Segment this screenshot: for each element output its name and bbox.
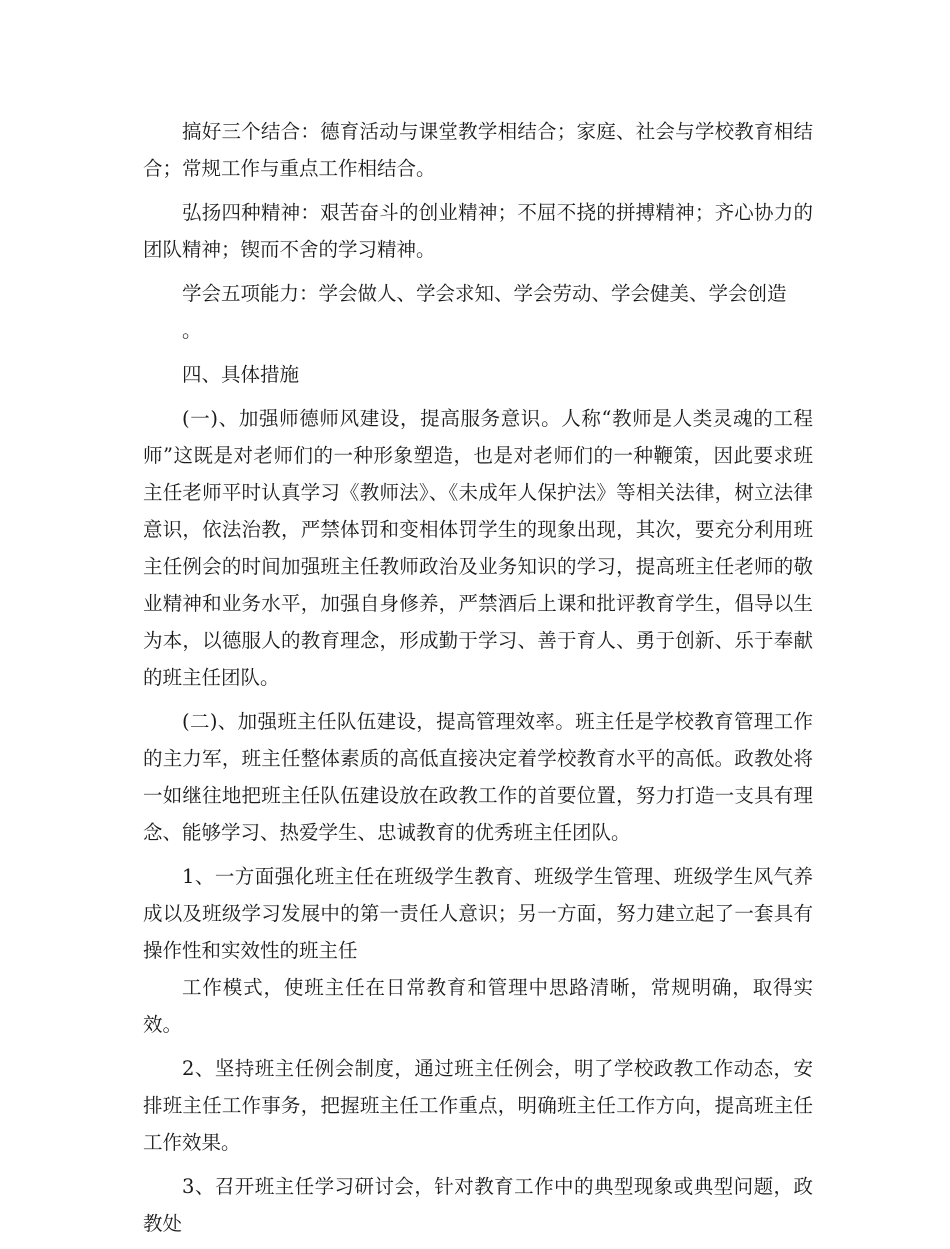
document-body [143, 113, 813, 1249]
paragraph-teacher-ethics: (一)、加强师德师风建设，提高服务意识。人称“教师是人类灵魂的工程师”这既是对老师们的一种形象塑造，也是对老师们的一种鞭策，因此要求班主任老师平时认真学习《教师法》、《未成年人保护法》等相关法律，树立法律意识，依法治教，严禁体罚和变相体罚学生的现象出现，其次，要充分利用班主任例会的时间加强班主任教师政治及业务知识的学习，提高班主任老师的敬业精神和业务水平，加强自身修养，严禁酒后上课和批评教育学生，倡导以生为本，以德服人的教育理念，形成勤于学习、善于育人、勇于创新、乐于奉献的班主任团队。 [143, 407, 813, 689]
paragraph-three-combinations: 搞好三个结合：德育活动与课堂教学相结合；家庭、社会与学校教育相结合；常规工作与重点工作相结合。 [143, 120, 813, 180]
paragraph-item-1-continued: 工作模式，使班主任在日常教育和管理中思路清晰，常规明确，取得实效。 [143, 976, 813, 1036]
section-heading-measures: 四、具体措施 [182, 363, 300, 386]
paragraph-five-abilities: 学会五项能力：学会做人、学会求知、学会劳动、学会健美、学会创造 [182, 282, 787, 305]
paragraph-five-abilities-end: 。 [182, 319, 202, 342]
paragraph-four-spirits: 弘扬四种精神：艰苦奋斗的创业精神；不屈不挠的拼搏精神；齐心协力的团队精神；锲而不舍的学习精神。 [143, 201, 813, 261]
paragraph-item-2: 2、坚持班主任例会制度，通过班主任例会，明了学校政教工作动态，安排班主任工作事务，把握班主任工作重点，明确班主任工作方向，提高班主任工作效果。 [143, 1057, 813, 1154]
paragraph-item-1: 1、一方面强化班主任在班级学生教育、班级学生管理、班级学生风气养成以及班级学习发展中的第一责任人意识；另一方面，努力建立起了一套具有操作性和实效性的班主任 [143, 865, 813, 962]
paragraph-item-3: 3、召开班主任学习研讨会，针对教育工作中的典型现象或典型问题，政教处 [143, 1175, 813, 1235]
paragraph-team-building: (二)、加强班主任队伍建设，提高管理效率。班主任是学校教育管理工作的主力军，班主任整体素质的高低直接决定着学校教育水平的高低。政教处将一如继往地把班主任队伍建设放在政教工作的首要位置，努力打造一支具有理念、能够学习、热爱学生、忠诚教育的优秀班主任团队。 [143, 710, 813, 844]
